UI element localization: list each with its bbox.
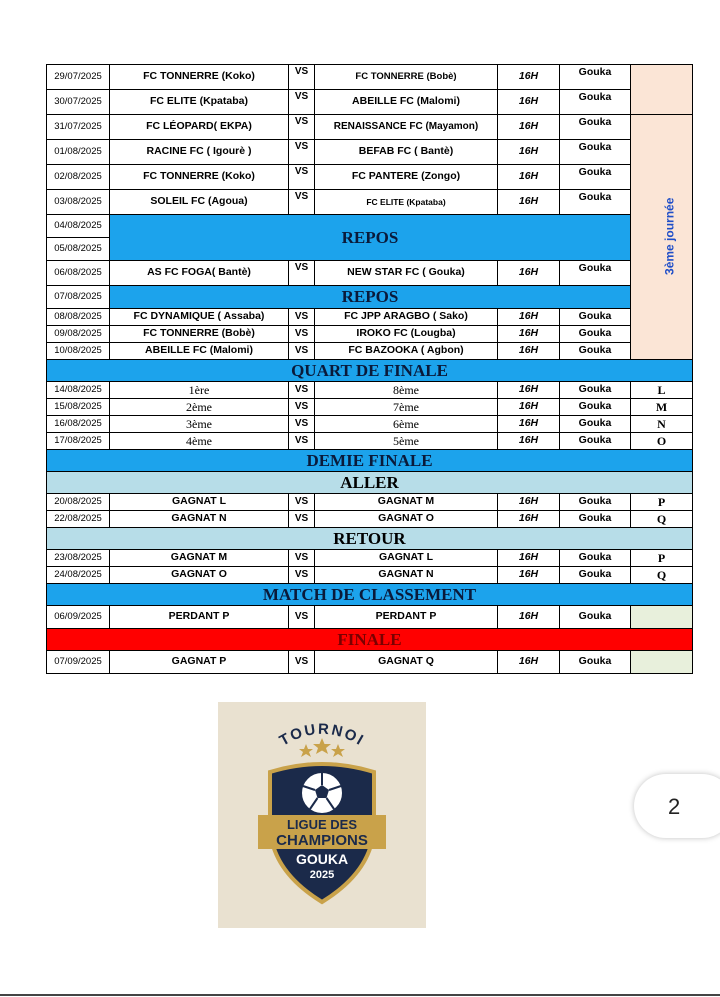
venue: Gouka [560, 511, 631, 528]
away-team: BEFAB FC ( Bantè) [315, 140, 498, 165]
empty-code-cell [631, 606, 693, 629]
match-date: 20/08/2025 [47, 494, 110, 511]
vs-label: VS [289, 65, 315, 90]
away-team: 5ème [315, 433, 498, 450]
logo-year: 2025 [309, 869, 335, 881]
empty-code-cell [631, 651, 693, 674]
venue: Gouka [560, 343, 631, 360]
match-code: P [631, 550, 693, 567]
home-team: GAGNAT L [110, 494, 289, 511]
venue: Gouka [560, 567, 631, 584]
match-row [47, 326, 693, 343]
venue: Gouka [560, 494, 631, 511]
match-row [47, 309, 693, 326]
vs-label: VS [289, 382, 315, 399]
vs-label: VS [289, 416, 315, 433]
home-team: FC DYNAMIQUE ( Assaba) [110, 309, 289, 326]
venue: Gouka [560, 651, 631, 674]
match-date: 06/09/2025 [47, 606, 110, 629]
venue: Gouka [560, 433, 631, 450]
match-date: 03/08/2025 [47, 190, 110, 215]
venue: Gouka [560, 115, 631, 140]
quarter-final-row [47, 433, 693, 450]
match-date: 29/07/2025 [47, 65, 110, 90]
away-team: 7ème [315, 399, 498, 416]
away-team: GAGNAT Q [315, 651, 498, 674]
quarter-final-row [47, 416, 693, 433]
venue: Gouka [560, 606, 631, 629]
venue: Gouka [560, 261, 631, 286]
venue: Gouka [560, 326, 631, 343]
section-header-row [47, 629, 693, 651]
match-date: 07/09/2025 [47, 651, 110, 674]
vs-label: VS [289, 115, 315, 140]
semi-final-row [47, 494, 693, 511]
match-code: P [631, 494, 693, 511]
vs-label: VS [289, 165, 315, 190]
section-header-row [47, 584, 693, 606]
match-date: 08/08/2025 [47, 309, 110, 326]
match-date: 22/08/2025 [47, 511, 110, 528]
match-date: 09/08/2025 [47, 326, 110, 343]
away-team: FC ELITE (Kpataba) [315, 190, 498, 215]
match-date: 02/08/2025 [47, 165, 110, 190]
vs-label: VS [289, 606, 315, 629]
match-row [47, 343, 693, 360]
home-team: 2ème [110, 399, 289, 416]
away-team: IROKO FC (Lougba) [315, 326, 498, 343]
vs-label: VS [289, 190, 315, 215]
match-date: 16/08/2025 [47, 416, 110, 433]
logo-line2: CHAMPIONS [276, 832, 368, 849]
match-row [47, 165, 693, 190]
kickoff-time: 16H [498, 511, 560, 528]
classement-row [47, 606, 693, 629]
quarter-final-row [47, 382, 693, 399]
match-date: 31/07/2025 [47, 115, 110, 140]
vs-label: VS [289, 261, 315, 286]
semi-final-header: DEMIE FINALE [47, 450, 693, 472]
away-team: 6ème [315, 416, 498, 433]
logo-graphic [218, 702, 426, 928]
home-team: SOLEIL FC (Agoua) [110, 190, 289, 215]
final-row [47, 651, 693, 674]
final-header: FINALE [47, 629, 693, 651]
away-team: PERDANT P [315, 606, 498, 629]
repos-row [47, 286, 693, 309]
logo-line1: LIGUE DES [286, 817, 358, 832]
venue: Gouka [560, 399, 631, 416]
semi-final-row [47, 567, 693, 584]
kickoff-time: 16H [498, 190, 560, 215]
away-team: GAGNAT N [315, 567, 498, 584]
home-team: GAGNAT P [110, 651, 289, 674]
match-date: 10/08/2025 [47, 343, 110, 360]
vs-label: VS [289, 90, 315, 115]
away-team: NEW STAR FC ( Gouka) [315, 261, 498, 286]
match-date: 17/08/2025 [47, 433, 110, 450]
match-row [47, 115, 693, 140]
section-header-row [47, 528, 693, 550]
venue: Gouka [560, 550, 631, 567]
venue: Gouka [560, 140, 631, 165]
kickoff-time: 16H [498, 309, 560, 326]
match-date: 01/08/2025 [47, 140, 110, 165]
kickoff-time: 16H [498, 433, 560, 450]
vs-label: VS [289, 567, 315, 584]
kickoff-time: 16H [498, 261, 560, 286]
venue: Gouka [560, 190, 631, 215]
away-team: GAGNAT O [315, 511, 498, 528]
vs-label: VS [289, 550, 315, 567]
venue: Gouka [560, 309, 631, 326]
away-team: ABEILLE FC (Malomi) [315, 90, 498, 115]
vs-label: VS [289, 651, 315, 674]
stars-icon [299, 738, 345, 757]
home-team: GAGNAT O [110, 567, 289, 584]
tournament-logo [218, 702, 426, 928]
home-team: AS FC FOGA( Bantè) [110, 261, 289, 286]
away-team: RENAISSANCE FC (Mayamon) [315, 115, 498, 140]
semi-final-row [47, 550, 693, 567]
kickoff-time: 16H [498, 90, 560, 115]
vs-label: VS [289, 309, 315, 326]
match-code: L [631, 382, 693, 399]
home-team: ABEILLE FC (Malomi) [110, 343, 289, 360]
venue: Gouka [560, 90, 631, 115]
away-team: FC JPP ARAGBO ( Sako) [315, 309, 498, 326]
vs-label: VS [289, 511, 315, 528]
section-header-row [47, 360, 693, 382]
match-row [47, 190, 693, 215]
match-date: 06/08/2025 [47, 261, 110, 286]
page-number: 2 [668, 794, 681, 819]
kickoff-time: 16H [498, 140, 560, 165]
away-team: 8ème [315, 382, 498, 399]
match-code: Q [631, 511, 693, 528]
match-date: 04/08/2025 [47, 215, 110, 238]
repos-row [47, 215, 693, 238]
repos-banner: REPOS [110, 215, 631, 261]
venue: Gouka [560, 382, 631, 399]
away-team: FC BAZOOKA ( Agbon) [315, 343, 498, 360]
match-date: 30/07/2025 [47, 90, 110, 115]
match-code: Q [631, 567, 693, 584]
aller-header: ALLER [47, 472, 693, 494]
kickoff-time: 16H [498, 416, 560, 433]
match-date: 23/08/2025 [47, 550, 110, 567]
retour-header: RETOUR [47, 528, 693, 550]
away-team: FC PANTERE (Zongo) [315, 165, 498, 190]
match-code: N [631, 416, 693, 433]
venue: Gouka [560, 416, 631, 433]
kickoff-time: 16H [498, 326, 560, 343]
journee-cell [631, 115, 693, 360]
match-row [47, 90, 693, 115]
kickoff-time: 16H [498, 115, 560, 140]
venue: Gouka [560, 165, 631, 190]
logo-top-text: TOURNOI [276, 720, 368, 750]
section-header-row [47, 450, 693, 472]
quarter-final-row [47, 399, 693, 416]
venue: Gouka [560, 65, 631, 90]
classement-header: MATCH DE CLASSEMENT [47, 584, 693, 606]
match-code: M [631, 399, 693, 416]
home-team: 3ème [110, 416, 289, 433]
kickoff-time: 16H [498, 567, 560, 584]
match-row [47, 140, 693, 165]
quarter-final-header: QUART DE FINALE [47, 360, 693, 382]
home-team: GAGNAT N [110, 511, 289, 528]
bottom-divider [0, 994, 720, 996]
page-indicator[interactable] [634, 774, 720, 838]
home-team: FC ELITE (Kpataba) [110, 90, 289, 115]
vs-label: VS [289, 343, 315, 360]
home-team: PERDANT P [110, 606, 289, 629]
match-row [47, 65, 693, 90]
kickoff-time: 16H [498, 494, 560, 511]
vs-label: VS [289, 140, 315, 165]
journee-cell-top [631, 65, 693, 115]
match-date: 15/08/2025 [47, 399, 110, 416]
match-date: 24/08/2025 [47, 567, 110, 584]
kickoff-time: 16H [498, 165, 560, 190]
away-team: GAGNAT L [315, 550, 498, 567]
kickoff-time: 16H [498, 399, 560, 416]
vs-label: VS [289, 326, 315, 343]
kickoff-time: 16H [498, 606, 560, 629]
vs-label: VS [289, 494, 315, 511]
match-date: 05/08/2025 [47, 238, 110, 261]
kickoff-time: 16H [498, 382, 560, 399]
kickoff-time: 16H [498, 65, 560, 90]
kickoff-time: 16H [498, 343, 560, 360]
home-team: FC TONNERRE (Koko) [110, 65, 289, 90]
kickoff-time: 16H [498, 550, 560, 567]
repos-banner: REPOS [110, 286, 631, 309]
away-team: GAGNAT M [315, 494, 498, 511]
match-date: 14/08/2025 [47, 382, 110, 399]
schedule-table [46, 64, 693, 674]
home-team: 4ème [110, 433, 289, 450]
kickoff-time: 16H [498, 651, 560, 674]
home-team: 1ère [110, 382, 289, 399]
logo-line3: GOUKA [295, 851, 349, 867]
match-code: O [631, 433, 693, 450]
match-row [47, 261, 693, 286]
match-date: 07/08/2025 [47, 286, 110, 309]
semi-final-row [47, 511, 693, 528]
home-team: FC LÉOPARD( EKPA) [110, 115, 289, 140]
vs-label: VS [289, 433, 315, 450]
home-team: FC TONNERRE (Koko) [110, 165, 289, 190]
home-team: FC TONNERRE (Bobè) [110, 326, 289, 343]
journee-label: 3ème journée [662, 198, 677, 276]
vs-label: VS [289, 399, 315, 416]
section-header-row [47, 472, 693, 494]
home-team: GAGNAT M [110, 550, 289, 567]
home-team: RACINE FC ( Igourè ) [110, 140, 289, 165]
away-team: FC TONNERRE (Bobè) [315, 65, 498, 90]
